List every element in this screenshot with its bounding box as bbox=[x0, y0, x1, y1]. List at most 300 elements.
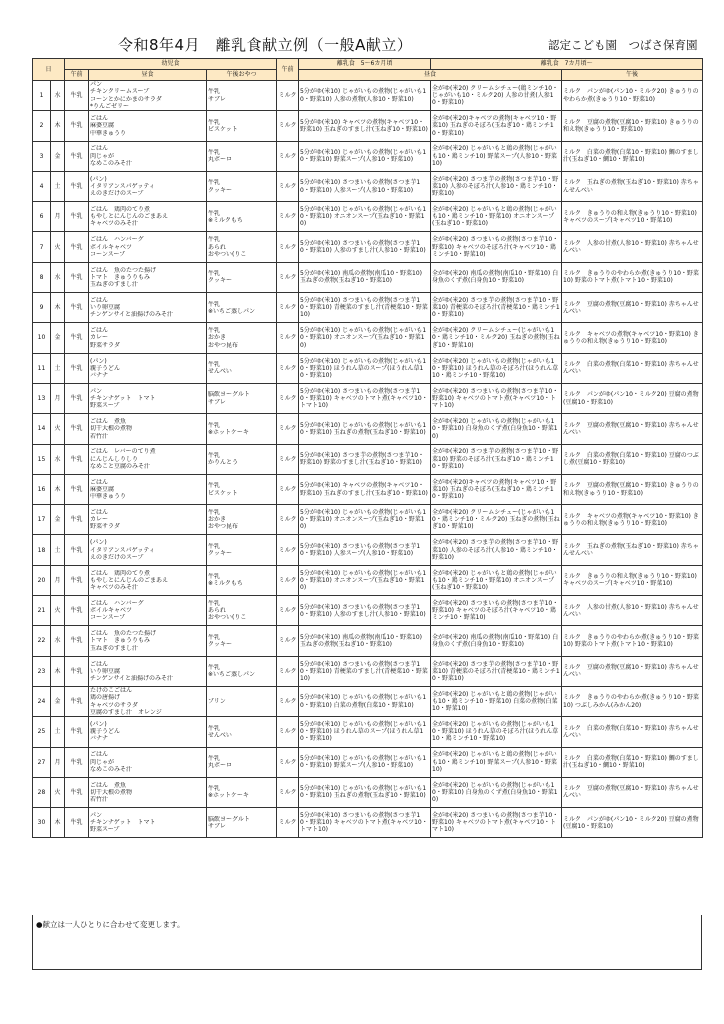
table-row bbox=[33, 111, 703, 141]
cell-lunch-line: えのきだけのスープ bbox=[90, 553, 144, 561]
cell-date: 22 bbox=[33, 626, 51, 656]
cell-lunch-line: ボイルキャベツ bbox=[90, 607, 133, 615]
cell-lunch-line: 若竹汁 bbox=[90, 432, 109, 440]
cell-weekday: 金 bbox=[51, 141, 65, 171]
cell-lunch-line: チキンナゲット トマト bbox=[90, 819, 156, 827]
cell-lunch bbox=[89, 808, 207, 838]
cell-lunch-line: チキンクリームスープ bbox=[90, 88, 150, 96]
cell-snack-line: かりんとう bbox=[208, 459, 239, 467]
cell-snack bbox=[207, 141, 277, 171]
cell-lunch-line: 切干大根の煮物 bbox=[90, 788, 133, 796]
cell-am: 牛乳 bbox=[65, 293, 89, 323]
cell-lunch-line: パン bbox=[90, 811, 103, 819]
cell-baby-5-6: 5分がゆ(米10) さつまいもの煮物(さつま芋10・野菜10) 人参のすまし汁(人参10・野菜10) bbox=[299, 596, 431, 626]
cell-lunch bbox=[89, 232, 207, 262]
cell-am: 牛乳 bbox=[65, 414, 89, 444]
cell-baby-7-pm: ミルク 玉ねぎの煮物(玉ねぎ10・野菜10) 赤ちゃんせんべい bbox=[562, 171, 703, 201]
cell-baby-5-6: 5分がゆ(米10) じゃがいもの煮物(じゃがいも10・野菜10) 玉ねぎの煮物(玉ねぎ10・野菜10) bbox=[299, 414, 431, 444]
cell-snack bbox=[207, 535, 277, 565]
cell-snack-line: 牛乳 bbox=[208, 149, 221, 157]
cell-baby-am: ミルク bbox=[277, 353, 299, 383]
cell-baby-5-6: 5分がゆ(米10) さつまいもの煮物(さつま芋10・野菜10) キャベツのトマト煮(キャベツ10・トマト10) bbox=[299, 808, 431, 838]
cell-lunch-line: 野菜サラダ bbox=[90, 523, 120, 531]
cell-date: 21 bbox=[33, 596, 51, 626]
cell-am: 牛乳 bbox=[65, 686, 89, 716]
cell-lunch-line: ごはん ハンバーグ bbox=[90, 599, 144, 607]
cell-am: 牛乳 bbox=[65, 565, 89, 595]
cell-am: 牛乳 bbox=[65, 111, 89, 141]
cell-lunch-line: なめこのみそ汁 bbox=[90, 159, 133, 167]
cell-snack-line: 牛乳 bbox=[208, 361, 221, 369]
cell-lunch bbox=[89, 111, 207, 141]
cell-weekday: 木 bbox=[51, 656, 65, 686]
cell-lunch-line: にんじんしりしり bbox=[90, 455, 139, 463]
table-row bbox=[33, 747, 703, 777]
cell-am: 牛乳 bbox=[65, 171, 89, 201]
cell-lunch-line: いり卵豆腐 bbox=[90, 304, 121, 312]
cell-snack-line: 牛乳 bbox=[208, 509, 221, 517]
cell-snack-line: おかき bbox=[208, 334, 227, 342]
cell-baby-7-pm: ミルク きゅうりのやわらか煮(きゅうり10・野菜10) つぶしみかん(みかん20) bbox=[562, 686, 703, 716]
cell-am: 牛乳 bbox=[65, 626, 89, 656]
table-row bbox=[33, 505, 703, 535]
cell-am: 牛乳 bbox=[65, 535, 89, 565]
cell-baby-am: ミルク bbox=[277, 565, 299, 595]
cell-lunch-line: イタリアンスパゲッティ bbox=[90, 546, 155, 554]
cell-baby-am: ミルク bbox=[277, 202, 299, 232]
cell-snack bbox=[207, 81, 277, 111]
cell-baby-7-lunch: 全がゆ(米20)キャベツの煮物(キャベツ10・野菜10) 玉ねぎのそぼろ(玉ねぎ10・鶏ミンチ10・野菜10) bbox=[431, 474, 562, 504]
cell-date: 4 bbox=[33, 171, 51, 201]
cell-baby-7-lunch: 全がゆ(米20) 南瓜の煮物(南瓜10・野菜10) 白身魚のくず煮(白身魚10・野菜10) bbox=[431, 626, 562, 656]
cell-snack-line: ビスケット bbox=[208, 489, 238, 497]
cell-baby-7-lunch: 全がゆ(米20) さつま芋の煮物(さつま芋10・野菜10) 人参のそぼろ汁(人参10・鶏ミンチ10・野菜10) bbox=[431, 171, 562, 201]
cell-baby-5-6: 5分がゆ(米10) じゃがいもの煮物(じゃがいも10・野菜10) オニオンスープ(玉ねぎ10・野菜10) bbox=[299, 505, 431, 535]
cell-snack-line: おやつい(りこ bbox=[208, 250, 247, 258]
cell-weekday: 月 bbox=[51, 383, 65, 413]
cell-baby-5-6: 5分がゆ(米10) じゃがいもの煮物(じゃがいも10・野菜10) 野菜スープ(人参10・野菜10) bbox=[299, 141, 431, 171]
cell-lunch-line: (パン) bbox=[90, 539, 107, 547]
cell-lunch-line: ボイルキャベツ bbox=[90, 243, 133, 251]
cell-baby-7-pm: ミルク きゅうりの和え物(きゅうり10・野菜10) キャベツのスープ(キャベツ10・野菜10) bbox=[562, 565, 703, 595]
table-row bbox=[33, 777, 703, 807]
cell-baby-7-pm: ミルク きゅうりのやわらか煮(きゅうり10・野菜10) 野菜のトマト煮(トマト10・野菜10) bbox=[562, 626, 703, 656]
cell-snack bbox=[207, 505, 277, 535]
cell-am: 牛乳 bbox=[65, 323, 89, 353]
cell-baby-am: ミルク bbox=[277, 323, 299, 353]
cell-baby-7-lunch: 全がゆ(米20) じゃがいもと鶏の煮物(じゃがいも10・鶏ミンチ10) 野菜スープ(人参10・野菜10) bbox=[431, 747, 562, 777]
cell-baby-am: ミルク bbox=[277, 141, 299, 171]
cell-snack-line: サブレ bbox=[208, 822, 226, 830]
cell-lunch-line: 野菜スープ bbox=[90, 826, 120, 834]
table-row bbox=[33, 323, 703, 353]
cell-lunch-line: 玉ねぎのすまし汁 bbox=[90, 644, 139, 652]
cell-baby-7-pm: ミルク 豆腐の煮物(豆腐10・野菜10) きゅうりの和え物(きゅうり10・野菜10) bbox=[562, 474, 703, 504]
cell-baby-7-pm: ミルク パンがゆ(パン10・ミルク20) 豆腐の煮物(豆腐10・野菜10) bbox=[562, 808, 703, 838]
cell-snack bbox=[207, 444, 277, 474]
cell-lunch-line: ごはん ハンバーグ bbox=[90, 236, 144, 244]
cell-baby-7-lunch: 全がゆ(米20) さつまいもの煮物(さつま芋10・野菜10) キャベツのそぼろ汁(キャベツ10・鶏ミンチ10・野菜10) bbox=[431, 596, 562, 626]
cell-lunch-line: ごはん bbox=[90, 115, 109, 123]
cell-snack-line: 牛乳 bbox=[208, 573, 221, 581]
cell-baby-5-6: 5分がゆ(米10) じゃがいもの煮物(じゃがいも10・野菜10) オニオンスープ(玉ねぎ10・野菜10) bbox=[299, 323, 431, 353]
cell-snack-line: 牛乳 bbox=[208, 664, 221, 672]
cell-date: 24 bbox=[33, 686, 51, 716]
cell-lunch-line: いり卵豆腐 bbox=[90, 667, 121, 675]
cell-baby-5-6: 5分がゆ(米10) じゃがいもの煮物(じゃがいも10・野菜10) 人参の煮物(人参10・野菜10) bbox=[299, 81, 431, 111]
cell-lunch-line: カレー bbox=[90, 334, 109, 342]
cell-snack bbox=[207, 111, 277, 141]
cell-snack-line: 牛乳 bbox=[208, 270, 221, 278]
cell-baby-5-6: 5分がゆ(米10) さつまいもの煮物(さつま芋10・野菜10) キャベツのトマト煮(キャベツ10・トマト10) bbox=[299, 383, 431, 413]
cell-snack bbox=[207, 596, 277, 626]
cell-snack-line: ※ミルクもち bbox=[208, 580, 243, 588]
cell-lunch-line: トマト きゅうりもみ bbox=[90, 637, 151, 645]
cell-snack-line: サブレ bbox=[208, 398, 226, 406]
cell-baby-7-lunch: 全がゆ(米20) さつまいもの煮物(さつま芋10・野菜10) キャベツのそぼろ汁(キャベツ10・鶏ミンチ10・野菜10) bbox=[431, 232, 562, 262]
cell-snack bbox=[207, 262, 277, 292]
cell-lunch bbox=[89, 505, 207, 535]
table-row bbox=[33, 353, 703, 383]
cell-weekday: 月 bbox=[51, 747, 65, 777]
cell-snack-line: 牛乳 bbox=[208, 542, 221, 550]
cell-lunch bbox=[89, 717, 207, 747]
cell-baby-am: ミルク bbox=[277, 535, 299, 565]
cell-baby-7-lunch: 全がゆ(米20) さつま芋の煮物(さつま芋10・野菜10) 青梗菜のそぼろ汁(青梗菜10・鶏ミンチ10・野菜10) bbox=[431, 656, 562, 686]
table-row bbox=[33, 474, 703, 504]
cell-baby-7-pm: ミルク きゅうりの和え物(きゅうり10・野菜10) キャベツのスープ(キャベツ10・野菜10) bbox=[562, 202, 703, 232]
cell-baby-5-6: 5分がゆ(米10) じゃがいもの煮物(じゃがいも10・野菜10) オニオンスープ(玉ねぎ10・野菜10) bbox=[299, 202, 431, 232]
cell-baby-7-pm: ミルク 玉ねぎの煮物(玉ねぎ10・野菜10) 赤ちゃんせんべい bbox=[562, 535, 703, 565]
cell-date: 15 bbox=[33, 444, 51, 474]
cell-snack-line: 牛乳 bbox=[208, 118, 221, 126]
cell-baby-5-6: 5分がゆ(米10) じゃがいもの煮物(じゃがいも10・野菜10) 白菜の煮物(白菜10・野菜10) bbox=[299, 686, 431, 716]
cell-date: 23 bbox=[33, 656, 51, 686]
cell-lunch bbox=[89, 262, 207, 292]
cell-lunch-line: 肉じゃが bbox=[90, 152, 115, 160]
cell-am: 牛乳 bbox=[65, 141, 89, 171]
cell-lunch-line: 親子うどん bbox=[90, 364, 121, 372]
cell-weekday: 水 bbox=[51, 262, 65, 292]
cell-baby-7-lunch: 全がゆ(米20) じゃがいもと鶏の煮物(じゃがいも10・鶏ミンチ10・野菜10) オニオンスープ(玉ねぎ10・野菜10) bbox=[431, 565, 562, 595]
cell-lunch-line: たけのこごはん bbox=[90, 687, 133, 695]
cell-baby-am: ミルク bbox=[277, 686, 299, 716]
cell-snack-line: クッキー bbox=[208, 186, 233, 194]
page-title: 令和8年4月 離乳食献立例（一般A献立） bbox=[118, 36, 413, 54]
cell-snack-line: ※ミルクもち bbox=[208, 216, 243, 224]
cell-lunch-line: *りんごゼリー bbox=[90, 102, 130, 110]
cell-snack-line: サブレ bbox=[208, 95, 226, 103]
cell-weekday: 火 bbox=[51, 414, 65, 444]
cell-baby-5-6: 5分がゆ(米10) じゃがいもの煮物(じゃがいも10・野菜10) ほうれん草のスープ(ほうれん草10・野菜10) bbox=[299, 717, 431, 747]
cell-lunch-line: バナナ bbox=[90, 371, 109, 379]
cell-baby-7-pm: ミルク 豆腐の煮物(豆腐10・野菜10) 赤ちゃんせんべい bbox=[562, 414, 703, 444]
cell-lunch bbox=[89, 474, 207, 504]
cell-date: 10 bbox=[33, 323, 51, 353]
cell-snack-line: 牛乳 bbox=[208, 421, 221, 429]
cell-snack-line: 丸ボーロ bbox=[208, 762, 233, 770]
cell-lunch bbox=[89, 293, 207, 323]
cell-date: 8 bbox=[33, 262, 51, 292]
cell-date: 25 bbox=[33, 717, 51, 747]
cell-lunch bbox=[89, 656, 207, 686]
cell-snack bbox=[207, 474, 277, 504]
cell-weekday: 火 bbox=[51, 777, 65, 807]
cell-lunch-line: (パン) bbox=[90, 175, 107, 183]
cell-lunch bbox=[89, 444, 207, 474]
cell-snack-line: ※いちご蒸しパン bbox=[208, 671, 256, 679]
cell-baby-5-6: 5分がゆ(米10) キャベツの煮物(キャベツ10・野菜10) 玉ねぎのすまし汁(玉ねぎ10・野菜10) bbox=[299, 111, 431, 141]
cell-lunch-line: 中華きゅうり bbox=[90, 129, 127, 137]
cell-snack bbox=[207, 293, 277, 323]
table-row bbox=[33, 686, 703, 716]
cell-snack-line: クッキー bbox=[208, 640, 233, 648]
cell-snack bbox=[207, 808, 277, 838]
cell-lunch-line: 肉じゃが bbox=[90, 758, 115, 766]
cell-baby-5-6: 5分がゆ(米10) じゃがいもの煮物(じゃがいも10・野菜10) ほうれん草のスープ(ほうれん草10・野菜10) bbox=[299, 353, 431, 383]
cell-snack-line: 牛乳 bbox=[208, 88, 221, 96]
header-youji: 幼児食 bbox=[65, 59, 277, 70]
cell-lunch bbox=[89, 202, 207, 232]
cell-snack-line: クッキー bbox=[208, 277, 233, 285]
cell-snack-line: おやつ昆布 bbox=[208, 523, 239, 531]
cell-baby-7-pm: ミルク 白菜の煮物(白菜10・野菜10) 鯛のすまし汁(玉ねぎ10・鯛10・野菜10) bbox=[562, 747, 703, 777]
cell-weekday: 月 bbox=[51, 202, 65, 232]
cell-baby-am: ミルク bbox=[277, 717, 299, 747]
header-rinyu-5-6: 離乳食 5～6カ月頃 bbox=[299, 59, 431, 70]
cell-snack-line: 牛乳 bbox=[208, 327, 221, 335]
table-row bbox=[33, 232, 703, 262]
cell-snack-line: あられ bbox=[208, 607, 227, 615]
cell-am: 牛乳 bbox=[65, 262, 89, 292]
cell-baby-7-lunch: 全がゆ(米20) さつま芋の煮物(さつま芋10・野菜10) 野菜のそぼろ汁(玉ねぎ10・鶏ミンチ10・野菜10) bbox=[431, 444, 562, 474]
cell-am: 牛乳 bbox=[65, 353, 89, 383]
cell-date: 14 bbox=[33, 414, 51, 444]
cell-snack bbox=[207, 414, 277, 444]
cell-am: 牛乳 bbox=[65, 383, 89, 413]
table-row bbox=[33, 626, 703, 656]
cell-snack bbox=[207, 626, 277, 656]
cell-lunch-line: 野菜サラダ bbox=[90, 341, 120, 349]
cell-baby-7-pm: ミルク 人参の甘煮(人参10・野菜10) 赤ちゃんせんべい bbox=[562, 232, 703, 262]
cell-baby-5-6: 5分がゆ(米10) 南瓜の煮物(南瓜10・野菜10) 玉ねぎの煮物(玉ねぎ10・野菜10) bbox=[299, 626, 431, 656]
cell-baby-7-lunch: 全がゆ(米20) じゃがいもと鶏の煮物(じゃがいも10・鶏ミンチ10) 野菜スープ(人参10・野菜10) bbox=[431, 141, 562, 171]
cell-am: 牛乳 bbox=[65, 81, 89, 111]
cell-snack bbox=[207, 383, 277, 413]
cell-baby-7-lunch: 全がゆ(米20) じゃがいもの煮物(じゃがいも10・野菜10) 白身魚のくず煮(白身魚10・野菜10) bbox=[431, 414, 562, 444]
cell-baby-7-pm: ミルク きゅうりのやわらか煮(きゅうり10・野菜10) 野菜のトマト煮(トマト10・野菜10) bbox=[562, 262, 703, 292]
cell-baby-7-pm: ミルク 白菜の煮物(白菜10・野菜10) 赤ちゃんせんべい bbox=[562, 353, 703, 383]
cell-lunch bbox=[89, 626, 207, 656]
cell-lunch-line: もやしとにんじんのごまあえ bbox=[90, 213, 169, 221]
cell-am: 牛乳 bbox=[65, 808, 89, 838]
cell-date: 2 bbox=[33, 111, 51, 141]
cell-lunch-line: ごはん 煮魚 bbox=[90, 418, 127, 426]
table-row bbox=[33, 81, 703, 111]
cell-baby-am: ミルク bbox=[277, 171, 299, 201]
cell-snack-line: ビスケット bbox=[208, 125, 238, 133]
cell-baby-am: ミルク bbox=[277, 232, 299, 262]
cell-baby-7-pm: ミルク 豆腐の煮物(豆腐10・野菜10) きゅうりの和え物(きゅうり10・野菜10) bbox=[562, 111, 703, 141]
cell-lunch-line: 中華きゅうり bbox=[90, 493, 127, 501]
cell-baby-7-lunch: 全がゆ(米20) じゃがいもの煮物(じゃがいも10・野菜10) ほうれん草のそぼろ汁(ほうれん草10・鶏ミンチ10・野菜10) bbox=[431, 353, 562, 383]
cell-snack-line: せんべい bbox=[208, 731, 232, 739]
table-row bbox=[33, 171, 703, 201]
cell-baby-5-6: 5分がゆ(米10) 南瓜の煮物(南瓜10・野菜10) 玉ねぎの煮物(玉ねぎ10・野菜10) bbox=[299, 262, 431, 292]
cell-baby-7-lunch: 全がゆ(米20) じゃがいもの煮物(じゃがいも10・野菜10) 白身魚のくず煮(白身魚10・野菜10) bbox=[431, 777, 562, 807]
cell-baby-am: ミルク bbox=[277, 262, 299, 292]
cell-baby-7-pm: ミルク 豆腐の煮物(豆腐10・野菜10) 赤ちゃんせんべい bbox=[562, 777, 703, 807]
cell-baby-am: ミルク bbox=[277, 656, 299, 686]
cell-snack-line: 牛乳 bbox=[208, 754, 221, 762]
cell-snack-line: 牛乳 bbox=[208, 236, 221, 244]
cell-snack-line: おかき bbox=[208, 516, 227, 524]
cell-baby-7-pm: ミルク 白菜の煮物(白菜10・野菜10) 赤ちゃんせんべい bbox=[562, 717, 703, 747]
note-box bbox=[32, 915, 702, 970]
cell-snack-line: 牛乳 bbox=[208, 209, 221, 217]
cell-baby-am: ミルク bbox=[277, 626, 299, 656]
cell-am: 牛乳 bbox=[65, 232, 89, 262]
cell-snack-line: クッキー bbox=[208, 550, 233, 558]
cell-baby-am: ミルク bbox=[277, 505, 299, 535]
table-row bbox=[33, 262, 703, 292]
cell-snack bbox=[207, 747, 277, 777]
cell-weekday: 木 bbox=[51, 474, 65, 504]
cell-lunch-line: バナナ bbox=[90, 735, 109, 743]
cell-baby-am: ミルク bbox=[277, 414, 299, 444]
cell-lunch-line: 若竹汁 bbox=[90, 796, 109, 804]
cell-lunch-line: 野菜スープ bbox=[90, 402, 120, 410]
cell-lunch-line: コーンとかにかまのサラダ bbox=[90, 95, 162, 103]
cell-weekday: 水 bbox=[51, 626, 65, 656]
footer-note: ●献立は一人ひとりに合わせて変更します。 bbox=[36, 920, 185, 929]
cell-lunch bbox=[89, 383, 207, 413]
cell-snack bbox=[207, 171, 277, 201]
cell-date: 9 bbox=[33, 293, 51, 323]
cell-lunch-line: 豆腐のすまし汁 オレンジ bbox=[90, 708, 162, 716]
cell-snack-line: おやつ昆布 bbox=[208, 341, 239, 349]
cell-lunch-line: 麻婆豆腐 bbox=[90, 485, 115, 493]
cell-lunch bbox=[89, 596, 207, 626]
cell-date: 17 bbox=[33, 505, 51, 535]
cell-snack bbox=[207, 232, 277, 262]
cell-weekday: 土 bbox=[51, 353, 65, 383]
cell-snack-line: ※ホットケーキ bbox=[208, 792, 249, 800]
cell-weekday: 木 bbox=[51, 293, 65, 323]
cell-lunch-line: ごはん 魚のたつた揚げ bbox=[90, 630, 157, 638]
cell-lunch-line: ごはん bbox=[90, 751, 109, 759]
table-row bbox=[33, 565, 703, 595]
cell-lunch-line: トマト きゅうりもみ bbox=[90, 273, 151, 281]
cell-baby-am: ミルク bbox=[277, 444, 299, 474]
cell-lunch-line: パン bbox=[90, 81, 103, 89]
header-baby-pm: 午後 bbox=[562, 70, 703, 81]
cell-baby-5-6: 5分がゆ(米10) さつまいもの煮物(さつま芋10・野菜10) 青梗菜のすまし汁(青梗菜10・野菜10) bbox=[299, 293, 431, 323]
cell-weekday: 土 bbox=[51, 535, 65, 565]
cell-lunch bbox=[89, 414, 207, 444]
cell-baby-7-pm: ミルク パンがゆ(パン10・ミルク20) きゅうりのやわらか煮(きゅうり10・野菜10) bbox=[562, 81, 703, 111]
cell-baby-am: ミルク bbox=[277, 596, 299, 626]
menu-table bbox=[32, 58, 703, 838]
cell-snack bbox=[207, 777, 277, 807]
cell-baby-5-6: 5分がゆ(米10) じゃがいもの煮物(じゃがいも10・野菜10) 野菜スープ(人参10・野菜10) bbox=[299, 747, 431, 777]
header-day: 日 bbox=[33, 59, 65, 81]
cell-snack bbox=[207, 686, 277, 716]
cell-date: 27 bbox=[33, 747, 51, 777]
cell-baby-5-6: 5分がゆ(米10) さつま芋の煮物(さつま芋10・野菜10) 野菜のすまし汁(玉ねぎ10・野菜10) bbox=[299, 444, 431, 474]
cell-snack-line: ※ホットケーキ bbox=[208, 428, 249, 436]
cell-lunch bbox=[89, 686, 207, 716]
cell-lunch-line: ごはん bbox=[90, 478, 109, 486]
cell-baby-5-6: 5分がゆ(米10) さつまいもの煮物(さつま芋10・野菜10) 青梗菜のすまし汁(青梗菜10・野菜10) bbox=[299, 656, 431, 686]
cell-lunch-line: パン bbox=[90, 387, 103, 395]
cell-baby-7-pm: ミルク キャベツの煮物(キャベツ10・野菜10) きゅうりの和え物(きゅうり10・野菜10) bbox=[562, 323, 703, 353]
cell-weekday: 木 bbox=[51, 808, 65, 838]
cell-snack bbox=[207, 353, 277, 383]
cell-baby-7-pm: ミルク パンがゆ(パン10・ミルク20) 豆腐の煮物(豆腐10・野菜10) bbox=[562, 383, 703, 413]
cell-am: 牛乳 bbox=[65, 747, 89, 777]
menu-body bbox=[33, 81, 703, 838]
header-rinyu-7: 離乳食 7カ月頃～ bbox=[431, 59, 703, 70]
cell-lunch-line: 切干大根の煮物 bbox=[90, 425, 133, 433]
cell-lunch bbox=[89, 353, 207, 383]
cell-baby-5-6: 5分がゆ(米10) さつまいもの煮物(さつま芋10・野菜10) 人参のすまし汁(人参10・野菜10) bbox=[299, 232, 431, 262]
cell-baby-7-pm: ミルク 豆腐の煮物(豆腐10・野菜10) 赤ちゃんせんべい bbox=[562, 293, 703, 323]
cell-snack-line: 丸ボーロ bbox=[208, 156, 233, 164]
cell-am: 牛乳 bbox=[65, 505, 89, 535]
cell-snack-line: せんべい bbox=[208, 368, 232, 376]
cell-baby-7-pm: ミルク 白菜の煮物(白菜10・野菜10) 鯛のすまし汁(玉ねぎ10・鯛10・野菜10) bbox=[562, 141, 703, 171]
cell-snack-line: 牛乳 bbox=[208, 179, 221, 187]
cell-lunch-line: なめこのみそ汁 bbox=[90, 765, 133, 773]
table-row bbox=[33, 808, 703, 838]
cell-baby-7-lunch: 全がゆ(米20) じゃがいもの煮物(じゃがいも10・野菜10) ほうれん草のそぼろ汁(ほうれん草10・鶏ミンチ10・野菜10) bbox=[431, 717, 562, 747]
cell-date: 11 bbox=[33, 353, 51, 383]
cell-lunch-line: ごはん bbox=[90, 509, 109, 517]
cell-date: 30 bbox=[33, 808, 51, 838]
header-baby-lunch: 昼食 bbox=[299, 70, 562, 81]
cell-baby-am: ミルク bbox=[277, 747, 299, 777]
cell-baby-7-lunch: 全がゆ(米20) 南瓜の煮物(南瓜10・野菜10) 白身魚のくず煮(白身魚10・野菜10) bbox=[431, 262, 562, 292]
cell-baby-7-lunch: 全がゆ(米20) じゃがいもと鶏の煮物(じゃがいも10・鶏ミンチ10・野菜10) オニオンスープ(玉ねぎ10・野菜10) bbox=[431, 202, 562, 232]
cell-weekday: 月 bbox=[51, 565, 65, 595]
cell-lunch-line: ごはん 鶏肉のてり煮 bbox=[90, 569, 151, 577]
cell-snack-line: あられ bbox=[208, 243, 227, 251]
cell-snack bbox=[207, 717, 277, 747]
cell-baby-7-lunch: 全がゆ(米20) さつまいもの煮物(さつま芋10・野菜10) キャベツのトマト煮(キャベツ10・トマト10) bbox=[431, 383, 562, 413]
cell-weekday: 土 bbox=[51, 171, 65, 201]
cell-snack-line: 牛乳 bbox=[208, 452, 221, 460]
cell-date: 28 bbox=[33, 777, 51, 807]
cell-baby-5-6: 5分がゆ(米10) さつまいもの煮物(さつま芋10・野菜10) 人参スープ(人参10・野菜10) bbox=[299, 535, 431, 565]
cell-snack-line: 牛乳 bbox=[208, 300, 221, 308]
cell-weekday: 土 bbox=[51, 717, 65, 747]
cell-baby-7-pm: ミルク 人参の甘煮(人参10・野菜10) 赤ちゃんせんべい bbox=[562, 596, 703, 626]
table-row bbox=[33, 656, 703, 686]
cell-date: 18 bbox=[33, 535, 51, 565]
cell-lunch-line: ごはん レバーのてり煮 bbox=[90, 448, 156, 456]
organization-name: 認定こども園 つばさ保育園 bbox=[548, 38, 698, 52]
cell-lunch-line: チキンナゲット トマト bbox=[90, 395, 156, 403]
cell-lunch-line: チンゲンサイと油揚げのみそ汁 bbox=[90, 311, 174, 319]
header-lunch: 昼食 bbox=[89, 70, 207, 81]
table-row bbox=[33, 596, 703, 626]
cell-lunch-line: もやしとにんじんのごまあえ bbox=[90, 576, 169, 584]
cell-lunch bbox=[89, 171, 207, 201]
cell-snack-line: 牛乳 bbox=[208, 633, 221, 641]
cell-baby-7-pm: ミルク 白菜の煮物(白菜10・野菜10) 豆腐のつぶし煮(豆腐10・野菜10) bbox=[562, 444, 703, 474]
table-row bbox=[33, 535, 703, 565]
